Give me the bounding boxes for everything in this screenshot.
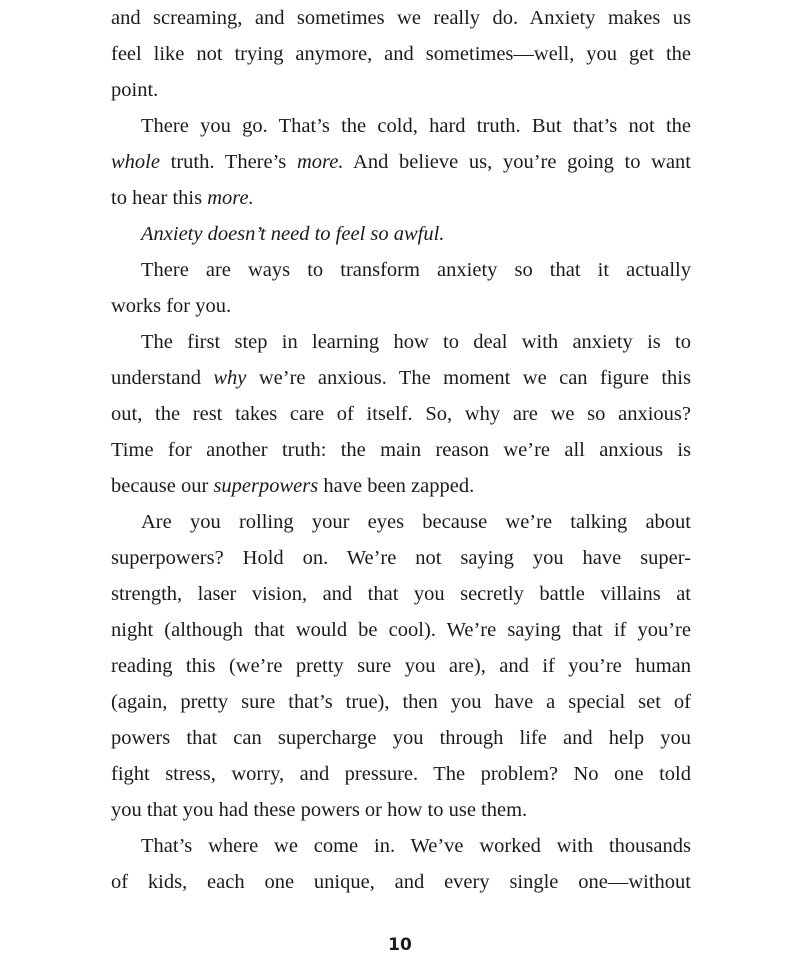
text-span: truth. There’s [159,151,297,173]
italic-text: superpowers [213,475,319,497]
paragraph [111,216,691,252]
text-line [111,792,691,828]
text-span: of kids, each one unique, and every single one—without [111,871,691,893]
text-line [111,504,691,540]
text-line [111,180,691,216]
text-span: strength, laser vision, and that you secretly battle villains at [111,583,691,605]
text-line [111,108,691,144]
paragraph [111,828,691,900]
text-span: feel like not trying anymore, and sometimes—well, you get the [111,43,691,65]
page-number: 10 [388,935,412,955]
paragraph [111,504,691,828]
text-span: Time for another truth: the main reason we’re all anxious is [111,439,691,461]
text-span: There you go. That’s the cold, hard truth. But that’s not the [141,115,691,137]
italic-text: more. [296,151,344,173]
text-span: we’re anxious. The moment we can figure this [246,367,691,389]
text-span: superpowers? Hold on. We’re not saying you have super- [111,547,691,569]
text-span: And believe us, you’re going to want [343,151,691,173]
text-line [111,360,691,396]
paragraph [111,0,691,108]
text-line [111,288,691,324]
text-span: fight stress, worry, and pressure. The problem? No one told [111,763,691,785]
text-span: Are you rolling your eyes because we’re talking about [141,511,691,533]
text-line [111,684,691,720]
text-span: understand [111,367,214,389]
text-span: The first step in learning how to deal with anxiety is to [141,331,691,353]
text-line [111,648,691,684]
text-line [111,576,691,612]
text-line [111,72,691,108]
text-span: and screaming, and sometimes we really do. Anxiety makes us [111,7,691,29]
paragraph [111,108,691,216]
book-page-body [111,0,691,900]
text-line [111,540,691,576]
text-line [111,324,691,360]
italic-text: why [213,367,247,389]
text-line [111,756,691,792]
text-span: There are ways to transform anxiety so that it actually [141,259,691,281]
italic-text: more. [207,187,254,209]
text-line [111,612,691,648]
text-line [111,0,691,36]
text-span: point. [111,79,159,101]
text-span: reading this (we’re pretty sure you are), and if you’re human [111,655,691,677]
text-line [111,432,691,468]
text-line [111,144,691,180]
text-line [111,828,691,864]
text-line [111,216,691,252]
text-span: you that you had these powers or how to use them. [111,799,528,821]
text-span: powers that can supercharge you through life and help you [111,727,691,749]
text-span: to hear this [111,187,208,209]
paragraph [111,252,691,324]
italic-text: Anxiety doesn’t need to feel so awful. [141,223,445,245]
text-span: That’s where we come in. We’ve worked with thousands [141,835,691,857]
text-span: because our [111,475,214,497]
paragraph [111,324,691,504]
text-line [111,720,691,756]
text-line [111,252,691,288]
text-line [111,468,691,504]
text-line [111,396,691,432]
text-span: night (although that would be cool). We’re saying that if you’re [111,619,691,641]
text-span: works for you. [111,295,232,317]
text-span: have been zapped. [318,475,475,497]
text-line [111,36,691,72]
text-span: out, the rest takes care of itself. So, why are we so anxious? [111,403,691,425]
italic-text: whole [111,151,160,173]
text-line [111,864,691,900]
text-span: (again, pretty sure that’s true), then you have a special set of [111,691,691,713]
